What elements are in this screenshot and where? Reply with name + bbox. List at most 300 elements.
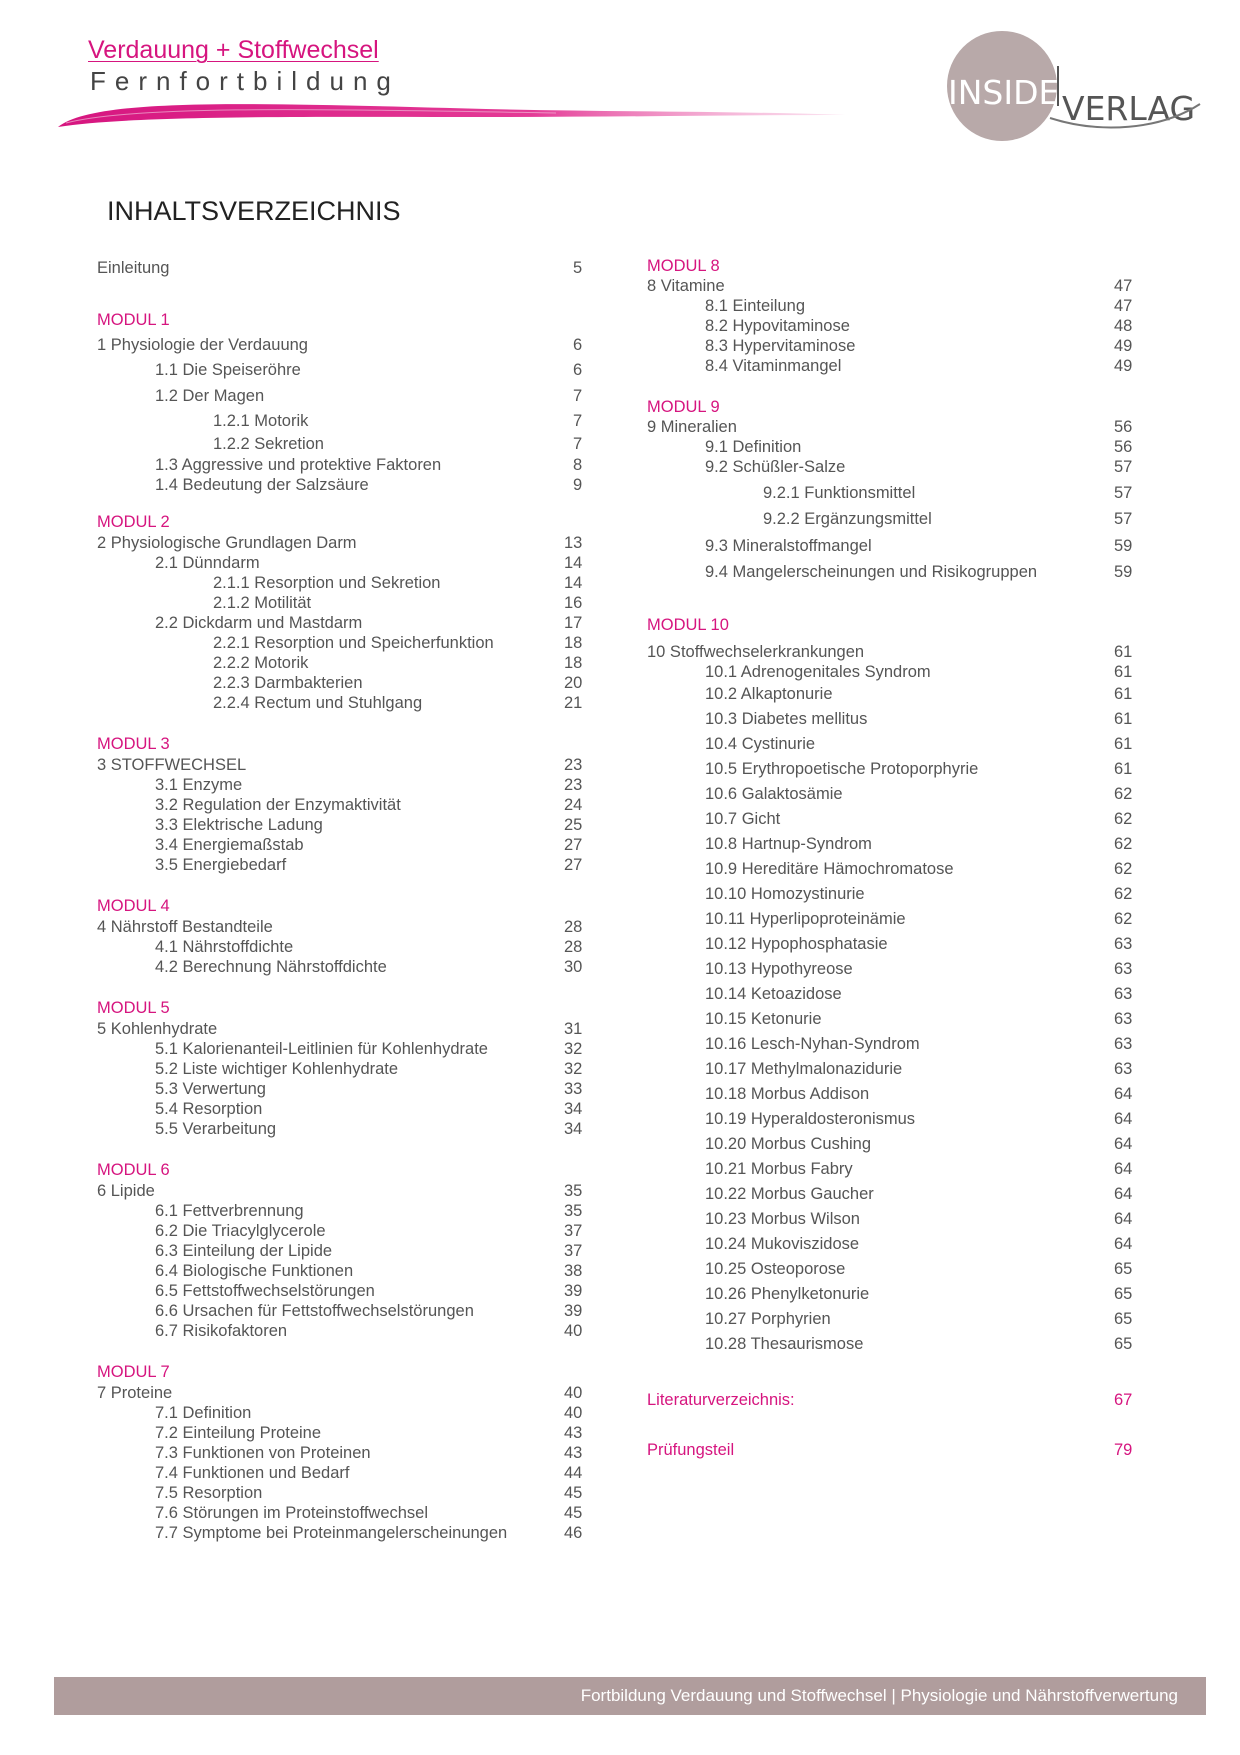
toc-entry [213, 693, 583, 713]
toc-entry-title: 3 STOFFWECHSEL [97, 756, 247, 774]
toc-page-number: 34 [564, 1120, 583, 1138]
toc-page-number: 64 [1114, 1085, 1133, 1103]
inside-verlag-logo [930, 26, 1210, 146]
toc-entry [705, 859, 1133, 879]
toc-module-heading [647, 256, 720, 276]
toc-page-number: 30 [564, 958, 583, 976]
toc-page-number: 39 [564, 1282, 583, 1300]
toc-entry-title: 1.2.2 Sekretion [213, 435, 324, 453]
toc-entry-title: 10.7 Gicht [705, 810, 781, 828]
toc-entry [155, 1483, 583, 1503]
toc-page-number: 27 [564, 836, 583, 854]
toc-module-heading [647, 615, 729, 635]
toc-entry [155, 1039, 583, 1059]
toc-page-number: 16 [564, 594, 583, 612]
toc-entry-title: 10.9 Hereditäre Hämochromatose [705, 860, 954, 878]
toc-entry [705, 1259, 1133, 1279]
toc-page-number: 35 [564, 1182, 583, 1200]
toc-entry-title: 10.25 Osteoporose [705, 1260, 846, 1278]
toc-page-number: 57 [1114, 458, 1133, 476]
toc-entry-title: 3.2 Regulation der Enzymaktivität [155, 796, 401, 814]
toc-entry-title: 8.4 Vitaminmangel [705, 357, 842, 375]
toc-entry [705, 1034, 1133, 1054]
toc-page-number: 45 [564, 1504, 583, 1522]
toc-entry-title: 1.2 Der Magen [155, 387, 265, 405]
toc-page-number: 23 [564, 776, 583, 794]
toc-entry [155, 795, 583, 815]
toc-entry [705, 562, 1133, 582]
toc-entry-title: 2.1.1 Resorption und Sekretion [213, 574, 441, 592]
toc-page-number: 62 [1114, 810, 1133, 828]
toc-module-heading [97, 1160, 170, 1180]
toc-page-number: 67 [1114, 1391, 1133, 1409]
toc-module-heading [97, 998, 170, 1018]
toc-entry [647, 417, 1133, 437]
toc-entry [705, 1309, 1133, 1329]
toc-page-number: 61 [1114, 760, 1133, 778]
toc-entry-title: 6.2 Die Triacylglycerole [155, 1222, 326, 1240]
toc-page-number: 56 [1114, 418, 1133, 436]
toc-page-number: 39 [564, 1302, 583, 1320]
toc-entry [705, 1334, 1133, 1354]
toc-entry-title: MODUL 5 [97, 999, 170, 1017]
toc-entry-title: 10.21 Morbus Fabry [705, 1160, 853, 1178]
toc-entry [705, 834, 1133, 854]
toc-entry-title: 10 Stoffwechselerkrankungen [647, 643, 865, 661]
toc-page-number: 45 [564, 1484, 583, 1502]
toc-entry-title: 5.3 Verwertung [155, 1080, 266, 1098]
toc-entry-title: 10.5 Erythropoetische Protoporphyrie [705, 760, 979, 778]
toc-entry-title: 5.5 Verarbeitung [155, 1120, 277, 1138]
toc-page-number: 31 [564, 1020, 583, 1038]
toc-entry-title: 1.4 Bedeutung der Salzsäure [155, 476, 369, 494]
toc-entry [705, 457, 1133, 477]
toc-page-number: 43 [564, 1424, 583, 1442]
toc-entry [155, 1079, 583, 1099]
toc-entry [155, 1241, 583, 1261]
toc-entry [97, 755, 583, 775]
toc-page-number: 7 [573, 387, 583, 405]
toc-entry [705, 1084, 1133, 1104]
toc-page-number: 62 [1114, 835, 1133, 853]
toc-entry-title: 6.7 Risikofaktoren [155, 1322, 288, 1340]
toc-entry-title: 9.4 Mangelerscheinungen und Risikogruppen [705, 563, 1038, 581]
toc-entry [763, 483, 1133, 503]
toc-page-number: 49 [1114, 357, 1133, 375]
toc-page-number: 38 [564, 1262, 583, 1280]
toc-entry-title: 5.2 Liste wichtiger Kohlenhydrate [155, 1060, 399, 1078]
toc-entry [155, 455, 583, 475]
toc-entry [647, 276, 1133, 296]
logo-part2: VERLAG [1062, 89, 1196, 128]
toc-entry-title: 1.2.1 Motorik [213, 412, 309, 430]
toc-entry-title: 10.3 Diabetes mellitus [705, 710, 868, 728]
toc-entry [705, 1209, 1133, 1229]
toc-entry [213, 411, 583, 431]
toc-entry-title: 2 Physiologische Grundlagen Darm [97, 534, 357, 552]
toc-page-number: 28 [564, 938, 583, 956]
toc-entry-title: 4.1 Nährstoffdichte [155, 938, 294, 956]
toc-entry [705, 1059, 1133, 1079]
toc-entry-title: 5.1 Kalorienanteil-Leitlinien für Kohlenhydrate [155, 1040, 488, 1058]
toc-entry-title: 10.20 Morbus Cushing [705, 1135, 872, 1153]
toc-module-heading [97, 1362, 170, 1382]
toc-entry-title: 1.3 Aggressive und protektive Faktoren [155, 456, 442, 474]
toc-page-number: 34 [564, 1100, 583, 1118]
toc-entry-title: 6 Lipide [97, 1182, 155, 1200]
toc-entry [705, 759, 1133, 779]
toc-entry-title: 4.2 Berechnung Nährstoffdichte [155, 958, 387, 976]
toc-page-number: 32 [564, 1060, 583, 1078]
toc-entry-title: 10.1 Adrenogenitales Syndrom [705, 663, 931, 681]
toc-entry-title: 2.1 Dünndarm [155, 554, 260, 572]
toc-page-number: 65 [1114, 1260, 1133, 1278]
toc-page-number: 62 [1114, 785, 1133, 803]
toc-page-number: 40 [564, 1322, 583, 1340]
toc-page-number: 7 [573, 412, 583, 430]
toc-entry-title: 6.3 Einteilung der Lipide [155, 1242, 333, 1260]
toc-entry [705, 684, 1133, 704]
toc-page-number: 57 [1114, 510, 1133, 528]
toc-entry-title: 5.4 Resorption [155, 1100, 263, 1118]
toc-page-number: 37 [564, 1222, 583, 1240]
toc-page-number: 6 [573, 361, 583, 379]
toc-entry-title: 10.4 Cystinurie [705, 735, 816, 753]
toc-entry [155, 775, 583, 795]
toc-entry-title: 7.1 Definition [155, 1404, 252, 1422]
toc-entry-title: 1 Physiologie der Verdauung [97, 336, 308, 354]
toc-entry [705, 662, 1133, 682]
toc-entry-title: 2.2.1 Resorption und Speicherfunktion [213, 634, 494, 652]
toc-entry-title: 7.2 Einteilung Proteine [155, 1424, 322, 1442]
toc-entry-title: Prüfungsteil [647, 1441, 735, 1459]
toc-page-number: 48 [1114, 317, 1133, 335]
toc-entry [705, 1159, 1133, 1179]
toc-module-heading [97, 896, 170, 916]
toc-page-number: 28 [564, 918, 583, 936]
toc-entry-title: 10.14 Ketoazidose [705, 985, 842, 1003]
toc-entry-title: 9 Mineralien [647, 418, 737, 436]
toc-entry-title: 10.17 Methylmalonazidurie [705, 1060, 903, 1078]
toc-entry-title: 10.28 Thesaurismose [705, 1335, 864, 1353]
toc-entry [705, 784, 1133, 804]
toc-entry-title: 10.13 Hypothyreose [705, 960, 853, 978]
toc-page-number: 59 [1114, 563, 1133, 581]
toc-entry-title: 6.1 Fettverbrennung [155, 1202, 304, 1220]
toc-module-heading [97, 734, 170, 754]
toc-page-number: 47 [1114, 297, 1133, 315]
toc-page-number: 32 [564, 1040, 583, 1058]
toc-page-number: 56 [1114, 438, 1133, 456]
toc-entry-title: 8.3 Hypervitaminose [705, 337, 856, 355]
toc-entry [213, 633, 583, 653]
toc-page-number: 7 [573, 435, 583, 453]
toc-entry [155, 475, 583, 495]
toc-entry [763, 509, 1133, 529]
toc-entry [155, 1503, 583, 1523]
toc-entry-title: 2.1.2 Motilität [213, 594, 312, 612]
toc-page-number: 20 [564, 674, 583, 692]
toc-entry [97, 1383, 583, 1403]
toc-entry-title: MODUL 4 [97, 897, 170, 915]
toc-entry [155, 937, 583, 957]
toc-page-number: 63 [1114, 1035, 1133, 1053]
toc-entry-title: 10.18 Morbus Addison [705, 1085, 870, 1103]
toc-entry-title: 9.2.1 Funktionsmittel [763, 484, 916, 502]
toc-entry [647, 1440, 1133, 1460]
toc-entry [705, 437, 1133, 457]
toc-page-number: 6 [573, 336, 583, 354]
toc-page-number: 40 [564, 1404, 583, 1422]
toc-page-number: 61 [1114, 663, 1133, 681]
toc-entry [155, 815, 583, 835]
toc-entry [705, 536, 1133, 556]
toc-entry-title: 8.2 Hypovitaminose [705, 317, 850, 335]
toc-entry-title: 10.15 Ketonurie [705, 1010, 822, 1028]
toc-entry-title: MODUL 2 [97, 513, 170, 531]
header-subtitle: Fernfortbildung [90, 66, 400, 96]
toc-page-number: 63 [1114, 960, 1133, 978]
toc-entry-title: 6.6 Ursachen für Fettstoffwechselstörungen [155, 1302, 474, 1320]
toc-entry-title: 2.2.2 Motorik [213, 654, 309, 672]
toc-page-number: 61 [1114, 643, 1133, 661]
toc-entry-title: 10.8 Hartnup-Syndrom [705, 835, 872, 853]
toc-entry-title: 7.3 Funktionen von Proteinen [155, 1444, 371, 1462]
toc-entry [705, 1109, 1133, 1129]
toc-entry [97, 1019, 583, 1039]
toc-entry [647, 642, 1133, 662]
toc-entry-title: 10.6 Galaktosämie [705, 785, 843, 803]
toc-entry [97, 335, 583, 355]
toc-entry [705, 709, 1133, 729]
toc-entry-title: 10.2 Alkaptonurie [705, 685, 833, 703]
toc-page-number: 64 [1114, 1160, 1133, 1178]
toc-entry [705, 296, 1133, 316]
toc-entry [705, 1134, 1133, 1154]
toc-entry-title: MODUL 10 [647, 616, 729, 634]
toc-entry [705, 356, 1133, 376]
toc-entry [213, 673, 583, 693]
toc-entry-title: 10.19 Hyperaldosteronismus [705, 1110, 916, 1128]
toc-entry [213, 653, 583, 673]
toc-page-number: 63 [1114, 985, 1133, 1003]
toc-entry [155, 1221, 583, 1241]
toc-entry [213, 593, 583, 613]
toc-page-number: 57 [1114, 484, 1133, 502]
toc-page-number: 62 [1114, 885, 1133, 903]
toc-entry [155, 553, 583, 573]
toc-entry [155, 613, 583, 633]
toc-entry-title: 10.12 Hypophosphatasie [705, 935, 888, 953]
toc-entry [705, 1284, 1133, 1304]
toc-page-number: 33 [564, 1080, 583, 1098]
toc-module-heading [647, 397, 720, 417]
brush-stroke-decoration [56, 93, 856, 133]
toc-page-number: 14 [564, 574, 583, 592]
toc-entry [155, 835, 583, 855]
toc-entry [97, 533, 583, 553]
toc-page-number: 23 [564, 756, 583, 774]
toc-entry [155, 1301, 583, 1321]
header-title: Verdauung + Stoffwechsel [88, 36, 379, 64]
toc-page-number: 61 [1114, 710, 1133, 728]
toc-entry [213, 573, 583, 593]
toc-entry [705, 734, 1133, 754]
toc-page-number: 64 [1114, 1185, 1133, 1203]
toc-page-number: 25 [564, 816, 583, 834]
toc-entry [155, 1321, 583, 1341]
toc-entry-title: 9.3 Mineralstoffmangel [705, 537, 872, 555]
toc-entry [705, 336, 1133, 356]
toc-page-number: 8 [573, 456, 583, 474]
toc-entry [705, 1009, 1133, 1029]
toc-entry-title: 9.2.2 Ergänzungsmittel [763, 510, 932, 528]
toc-entry-title: 10.26 Phenylketonurie [705, 1285, 870, 1303]
toc-entry [155, 957, 583, 977]
toc-entry-title: 1.1 Die Speiseröhre [155, 361, 301, 379]
toc-entry-title: Literaturverzeichnis: [647, 1391, 795, 1409]
toc-entry [97, 917, 583, 937]
toc-heading: INHALTSVERZEICHNIS [107, 196, 401, 226]
toc-page-number: 79 [1114, 1441, 1133, 1459]
toc-entry-title: 8.1 Einteilung [705, 297, 805, 315]
toc-module-heading [97, 512, 170, 532]
toc-page-number: 63 [1114, 935, 1133, 953]
toc-entry-title: 3.5 Energiebedarf [155, 856, 287, 874]
toc-page-number: 61 [1114, 685, 1133, 703]
toc-entry-title: 10.11 Hyperlipoproteinämie [705, 910, 906, 928]
toc-entry-title: 10.24 Mukoviszidose [705, 1235, 860, 1253]
toc-page-number: 37 [564, 1242, 583, 1260]
toc-page-number: 14 [564, 554, 583, 572]
toc-page-number: 24 [564, 796, 583, 814]
toc-page-number: 40 [564, 1384, 583, 1402]
toc-entry [155, 1281, 583, 1301]
toc-entry [155, 1443, 583, 1463]
toc-entry [155, 386, 583, 406]
toc-entry-title: 2.2.3 Darmbakterien [213, 674, 363, 692]
toc-page-number: 62 [1114, 860, 1133, 878]
toc-entry-title: MODUL 3 [97, 735, 170, 753]
toc-entry [647, 1390, 1133, 1410]
toc-page-number: 44 [564, 1464, 583, 1482]
footer-text: Fortbildung Verdauung und Stoffwechsel | Physiologie und Nährstoffverwertung [580, 1686, 1178, 1705]
toc-entry [705, 959, 1133, 979]
toc-entry-title: 7.5 Resorption [155, 1484, 263, 1502]
toc-entry-title: 9.2 Schüßler-Salze [705, 458, 846, 476]
toc-entry [155, 1201, 583, 1221]
toc-entry-title: MODUL 7 [97, 1363, 170, 1381]
toc-entry-title: 3.4 Energiemaßstab [155, 836, 304, 854]
toc-entry-title: 2.2 Dickdarm und Mastdarm [155, 614, 363, 632]
toc-entry [705, 1234, 1133, 1254]
toc-page-number: 65 [1114, 1310, 1133, 1328]
toc-page-number: 65 [1114, 1285, 1133, 1303]
toc-page-number: 18 [564, 654, 583, 672]
toc-entry-title: 10.22 Morbus Gaucher [705, 1185, 874, 1203]
toc-page-number: 49 [1114, 337, 1133, 355]
toc-page-number: 35 [564, 1202, 583, 1220]
toc-entry [155, 1119, 583, 1139]
toc-entry [705, 934, 1133, 954]
toc-entry-title: 10.23 Morbus Wilson [705, 1210, 860, 1228]
toc-page-number: 64 [1114, 1235, 1133, 1253]
toc-entry [155, 1463, 583, 1483]
toc-page-number: 27 [564, 856, 583, 874]
toc-entry [97, 1181, 583, 1201]
toc-entry [213, 434, 583, 454]
toc-entry [705, 984, 1133, 1004]
toc-entry-title: MODUL 9 [647, 398, 720, 416]
toc-page-number: 63 [1114, 1010, 1133, 1028]
toc-page-number: 64 [1114, 1135, 1133, 1153]
toc-page-number: 9 [573, 476, 583, 494]
toc-page-number: 61 [1114, 735, 1133, 753]
toc-page-number: 63 [1114, 1060, 1133, 1078]
toc-entry-title: 10.10 Homozystinurie [705, 885, 865, 903]
toc-entry [705, 909, 1133, 929]
toc-entry-title: MODUL 8 [647, 257, 720, 275]
toc-entry-title: 3.1 Enzyme [155, 776, 243, 794]
toc-entry-title: 2.2.4 Rectum und Stuhlgang [213, 694, 423, 712]
toc-page-number: 65 [1114, 1335, 1133, 1353]
toc-entry-title: 9.1 Definition [705, 438, 802, 456]
toc-entry-title: 5 Kohlenhydrate [97, 1020, 218, 1038]
toc-entry [705, 809, 1133, 829]
toc-entry-title: MODUL 6 [97, 1161, 170, 1179]
toc-entry [155, 1099, 583, 1119]
toc-entry-title: 6.5 Fettstoffwechselstörungen [155, 1282, 375, 1300]
toc-page-number: 43 [564, 1444, 583, 1462]
toc-page-number: 64 [1114, 1110, 1133, 1128]
toc-entry [97, 258, 583, 278]
toc-page-number: 5 [573, 259, 583, 277]
toc-entry-title: MODUL 1 [97, 311, 170, 329]
toc-page-number: 46 [564, 1524, 583, 1542]
footer-bar [54, 1677, 1206, 1715]
toc-page-number: 21 [564, 694, 583, 712]
toc-entry [155, 1261, 583, 1281]
toc-entry [155, 1059, 583, 1079]
toc-page-number: 47 [1114, 277, 1133, 295]
toc-entry [155, 1523, 583, 1543]
toc-page-number: 59 [1114, 537, 1133, 555]
toc-entry [155, 1403, 583, 1423]
toc-entry-title: 10.27 Porphyrien [705, 1310, 831, 1328]
toc-entry [155, 1423, 583, 1443]
toc-entry-title: Einleitung [97, 259, 170, 277]
toc-page-number: 64 [1114, 1210, 1133, 1228]
toc-entry-title: 6.4 Biologische Funktionen [155, 1262, 354, 1280]
toc-entry [155, 855, 583, 875]
toc-entry-title: 8 Vitamine [647, 277, 725, 295]
toc-entry-title: 7 Proteine [97, 1384, 173, 1402]
toc-page-number: 17 [564, 614, 583, 632]
toc-entry-title: 3.3 Elektrische Ladung [155, 816, 323, 834]
toc-entry-title: 7.7 Symptome bei Proteinmangelerscheinungen [155, 1524, 508, 1542]
toc-module-heading [97, 310, 170, 330]
toc-entry-title: 7.4 Funktionen und Bedarf [155, 1464, 350, 1482]
toc-entry [705, 316, 1133, 336]
toc-entry [705, 884, 1133, 904]
toc-page-number: 62 [1114, 910, 1133, 928]
logo-part1: INSIDE [948, 73, 1060, 112]
toc-entry-title: 7.6 Störungen im Proteinstoffwechsel [155, 1504, 429, 1522]
toc-entry-title: 10.16 Lesch-Nyhan-Syndrom [705, 1035, 920, 1053]
toc-entry-title: 4 Nährstoff Bestandteile [97, 918, 273, 936]
toc-page-number: 18 [564, 634, 583, 652]
toc-entry [705, 1184, 1133, 1204]
